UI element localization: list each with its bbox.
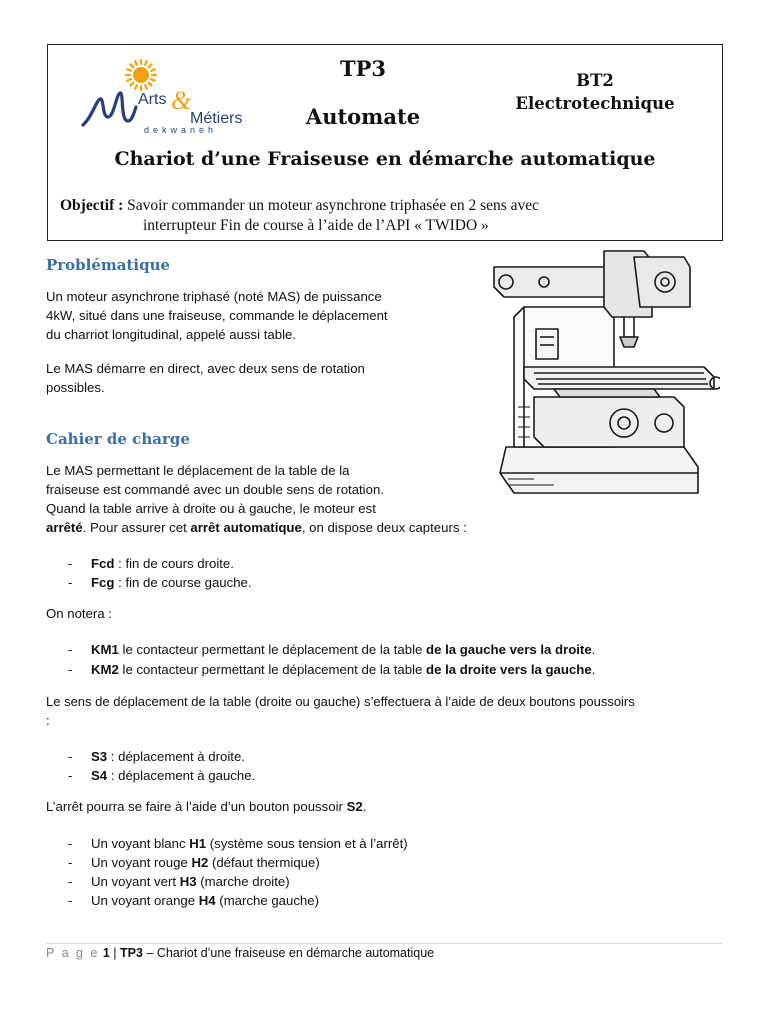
- level: BT2: [576, 71, 614, 91]
- problematique-p2-line1: Le MAS démarre en direct, avec deux sens de rotation: [46, 361, 365, 376]
- on-notera: On notera :: [46, 606, 112, 621]
- problematique-p1-line3: du charriot longitudinal, appelé aussi table.: [46, 327, 296, 342]
- footer-title: – Chariot d’une fraiseuse en démarche automatique: [142, 946, 435, 960]
- tp-number: TP3: [339, 56, 387, 81]
- objectif-label: Objectif :: [60, 197, 124, 214]
- cahier-p1-line3: Quand la table arrive à droite ou à gauche, le moteur est: [46, 501, 376, 516]
- field: Electrotechnique: [515, 93, 675, 113]
- page-label: P a g e: [46, 946, 100, 960]
- cahier-p1-line4: arrêté. Pour assurer cet arrêt automatique, on dispose deux capteurs :: [46, 520, 467, 535]
- problematique-p2-line2: possibles.: [46, 380, 105, 395]
- problematique-heading: Problématique: [46, 256, 171, 274]
- footer-rule: [46, 943, 723, 944]
- cahier-heading: Cahier de charge: [46, 430, 190, 448]
- svg-text:&: &: [171, 86, 192, 115]
- sun-icon: [126, 60, 156, 90]
- milling-machine-illustration: [484, 247, 720, 505]
- cahier-p1-line1: Le MAS permettant le déplacement de la table de la: [46, 463, 350, 478]
- footer-tp: TP3: [120, 946, 143, 960]
- cahier-p1-line2: fraiseuse est commandé avec un double sens de rotation.: [46, 482, 384, 497]
- subject: Automate: [305, 103, 421, 129]
- problematique-p1-line1: Un moteur asynchrone triphasé (noté MAS) de puissance: [46, 289, 382, 304]
- objectif-text-1: Savoir commander un moteur asynchrone triphasée en 2 sens avec: [123, 197, 540, 214]
- header-table: [47, 44, 723, 241]
- problematique-p1-line2: 4kW, situé dans une fraiseuse, commande le déplacement: [46, 308, 388, 323]
- logo-cell: [48, 45, 258, 140]
- page-footer: P a g e 1 | TP3 – Chariot d’une fraiseuse en démarche automatique: [46, 946, 435, 960]
- arret-line: L’arrêt pourra se faire à l’aide d’un bouton poussoir S2.: [46, 799, 367, 814]
- document-title: Chariot d’une Fraiseuse en démarche automatique: [114, 148, 656, 170]
- sens-line2: :: [46, 713, 50, 728]
- svg-text:dekwaneh: dekwaneh: [144, 125, 218, 133]
- objectif-text-2: interrupteur Fin de course à l’aide de l’API « TWIDO »: [143, 217, 489, 234]
- m-mark-icon: [83, 93, 136, 125]
- sens-line1: Le sens de déplacement de la table (droite ou gauche) s’effectuera à l’aide de deux boutons poussoirs: [46, 694, 635, 709]
- page-number: 1: [102, 946, 110, 960]
- svg-text:Métiers: Métiers: [190, 110, 243, 127]
- svg-text:Arts: Arts: [138, 91, 167, 108]
- arts-metiers-logo: [78, 57, 258, 133]
- level-cell: [468, 45, 722, 140]
- objectif: [48, 196, 722, 240]
